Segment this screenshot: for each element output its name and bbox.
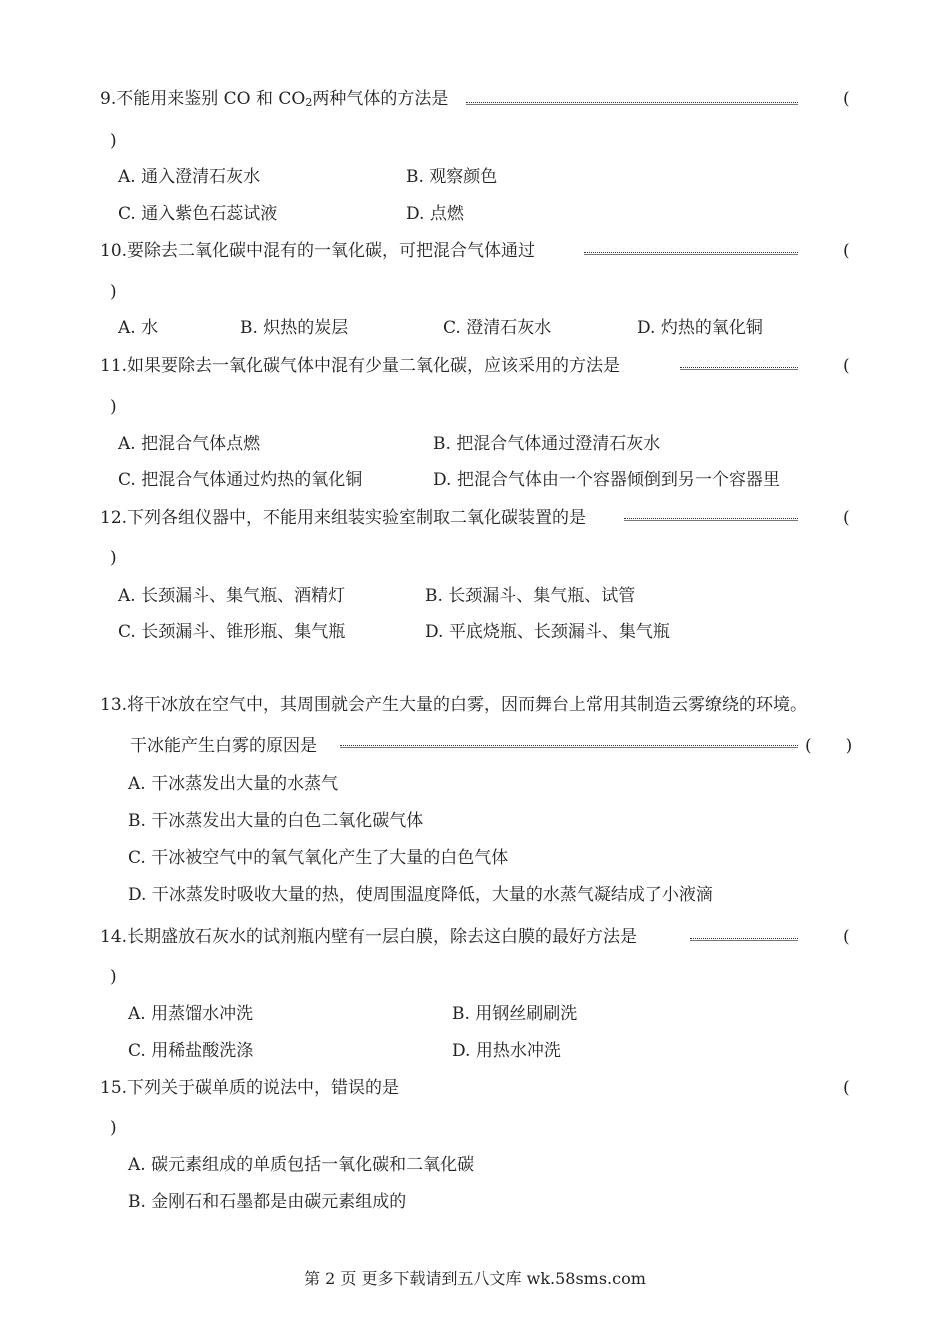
option-b: B. 把混合气体通过澄清石灰水 [433, 434, 661, 454]
answer-paren-open: ( [843, 356, 850, 376]
option-c: C. 通入紫色石蕊试液 [118, 204, 278, 224]
page-footer: 第 2 页 更多下载请到五八文库 wk.58sms.com [304, 1269, 646, 1288]
answer-blank [584, 252, 798, 253]
option-b: B. 炽热的炭层 [240, 318, 349, 338]
answer-blank [466, 102, 798, 103]
option-a: A. 把混合气体点燃 [118, 434, 261, 454]
option-d: D. 平底烧瓶、长颈漏斗、集气瓶 [425, 622, 670, 642]
answer-blank [340, 745, 798, 746]
option-d: D. 干冰蒸发时吸收大量的热，使周围温度降低，大量的水蒸气凝结成了小液滴 [128, 885, 713, 905]
question-14-stem: 14.长期盛放石灰水的试剂瓶内壁有一层白膜，除去这白膜的最好方法是 [100, 927, 638, 947]
option-a: A. 长颈漏斗、集气瓶、酒精灯 [118, 586, 346, 606]
option-a: A. 干冰蒸发出大量的水蒸气 [128, 774, 339, 794]
answer-paren-close: ) [110, 967, 117, 987]
option-c: C. 长颈漏斗、锥形瓶、集气瓶 [118, 622, 346, 642]
option-d: D. 灼热的氧化铜 [637, 318, 763, 338]
option-b: B. 用钢丝刷刷洗 [452, 1004, 578, 1024]
option-b: B. 干冰蒸发出大量的白色二氧化碳气体 [128, 811, 424, 831]
question-12-stem: 12.下列各组仪器中，不能用来组装实验室制取二氧化碳装置的是 [100, 508, 587, 528]
option-a: A. 碳元素组成的单质包括一氧化碳和二氧化碳 [128, 1155, 475, 1175]
option-c: C. 把混合气体通过灼热的氧化铜 [118, 470, 363, 490]
answer-blank [690, 938, 798, 939]
option-b: B. 金刚石和石墨都是由碳元素组成的 [128, 1192, 407, 1212]
question-10-stem: 10.要除去二氧化碳中混有的一氧化碳，可把混合气体通过 [100, 241, 536, 261]
question-13-stem-cont: 干冰能产生白雾的原因是 [130, 736, 317, 756]
option-c: C. 用稀盐酸洗涤 [128, 1041, 254, 1061]
option-b: B. 观察颜色 [406, 167, 498, 187]
answer-paren-close: ) [110, 131, 117, 151]
answer-paren-open: ( [843, 89, 850, 109]
answer-paren: ( ) [805, 736, 853, 756]
question-11-stem: 11.如果要除去一氧化碳气体中混有少量二氧化碳，应该采用的方法是 [100, 356, 621, 376]
answer-paren-close: ) [110, 548, 117, 568]
answer-blank [624, 518, 798, 519]
question-9-stem: 9.不能用来鉴别 CO 和 $CO_2$两种气体的方法是 [100, 89, 449, 109]
answer-paren-close: ) [110, 282, 117, 302]
answer-blank [680, 367, 798, 368]
option-d: D. 把混合气体由一个容器倾倒到另一个容器里 [433, 470, 780, 490]
option-d: D. 用热水冲洗 [452, 1041, 561, 1061]
option-a: A. 通入澄清石灰水 [118, 167, 261, 187]
answer-paren-open: ( [843, 927, 850, 947]
option-c: C. 澄清石灰水 [443, 318, 552, 338]
option-c: C. 干冰被空气中的氧气氧化产生了大量的白色气体 [128, 848, 509, 868]
option-d: D. 点燃 [406, 204, 464, 224]
answer-paren-close: ) [110, 397, 117, 417]
option-b: B. 长颈漏斗、集气瓶、试管 [425, 586, 636, 606]
option-a: A. 用蒸馏水冲洗 [128, 1004, 254, 1024]
question-15-stem: 15.下列关于碳单质的说法中，错误的是 [100, 1078, 400, 1098]
answer-paren-open: ( [843, 1078, 850, 1098]
answer-paren-close: ) [110, 1118, 117, 1138]
question-13-stem: 13.将干冰放在空气中，其周围就会产生大量的白雾，因而舞台上常用其制造云雾缭绕的环境。 [100, 695, 808, 715]
answer-paren-open: ( [843, 508, 850, 528]
answer-paren-open: ( [843, 241, 850, 261]
option-a: A. 水 [118, 318, 159, 338]
